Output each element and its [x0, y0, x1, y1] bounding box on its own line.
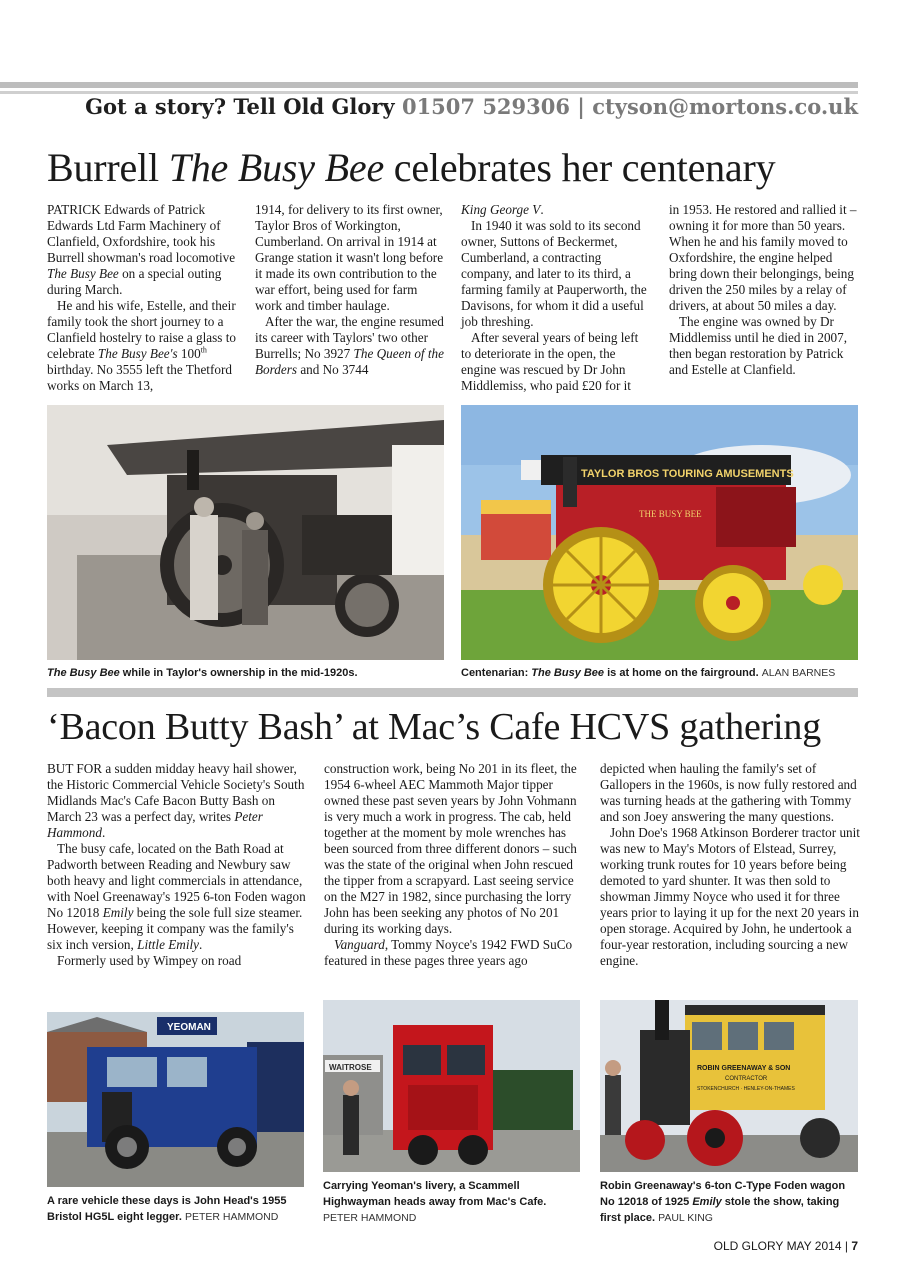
photo-credit: ALAN BARNES [761, 667, 836, 679]
wagon-sign-2: CONTRACTOR [725, 1076, 768, 1082]
top-rule [0, 82, 858, 88]
magazine-name: OLD GLORY [713, 1239, 784, 1253]
paragraph: depicted when hauling the family's set of Gallopers in the 1960s, is now fully restored and was turning heads at the gathering with Tommy and son Joey answering the many questions. [600, 761, 857, 824]
photo-bristol-lorry [47, 1012, 304, 1187]
story2-column-3 [600, 761, 862, 969]
story1-column-1 [47, 202, 237, 394]
paragraph: Formerly used by Wimpey on road [57, 953, 242, 968]
busy-bee-1920s-image [47, 405, 444, 660]
strap-lead: Got a story? Tell Old Glory [85, 94, 395, 119]
paragraph: After the war, the engine resumed its career with Taylors' two other Burrells; No 3927 The Queen of the Borders and No 3744 [255, 314, 445, 377]
shop-sign: WAITROSE [329, 1063, 372, 1072]
photo-credit: PAUL KING [658, 1212, 713, 1224]
caption-photo1: The Busy Bee while in Taylor's ownership in the mid-1920s. [47, 667, 358, 679]
engine-sign: TAYLOR BROS TOURING AMUSEMENTS [581, 468, 794, 480]
folio-divider: | [844, 1239, 848, 1253]
scammell-image [323, 1000, 580, 1172]
headline-part: celebrates her centenary [384, 145, 776, 190]
page-folio [714, 1239, 858, 1253]
story1-column-2 [255, 202, 445, 378]
paragraph: In 1940 it was sold to its second owner, Suttons of Beckermet, Cumberland, a contracting company, and later to its third, a farming family at Pauperworth, the Davisons, for whom it did a useful job threshing. [461, 218, 647, 329]
bristol-lorry-image [47, 1012, 304, 1187]
paragraph: After several years of being left to deteriorate in the open, the engine was rescued by Dr John Middlemiss, who paid £20 for it [461, 330, 639, 393]
headline-part: Burrell [47, 145, 169, 190]
page-number: 7 [851, 1239, 858, 1253]
paragraph: PATRICK Edwards of Patrick Edwards Ltd Farm Machinery of Clanfield, Oxfordshire, took his Burrell showman's road locomotive The Busy Bee on a special outing during March. [47, 202, 236, 297]
photo-busy-bee-fairground [461, 405, 858, 660]
caption-photo4: Carrying Yeoman's livery, a Scammell Highwayman heads away from Mac's Cafe. PETER HAMMOND [323, 1180, 547, 1224]
paragraph: King George V. [461, 202, 544, 217]
paragraph: John Doe's 1968 Atkinson Borderer tractor unit was new to May's Motors of Elstead, Surrey, working trunk routes for 10 years before being demoted to yard shunter. It was then sold to showman Jimmy Noyce who used it for three years prior to laying it up for the next 20 years in open storage. Acquired by John, he undertook a four-year restoration, including sourcing a new engine. [600, 825, 860, 968]
caption-photo3: A rare vehicle these days is John Head's 1955 Bristol HG5L eight legger. PETER HAMMOND [47, 1195, 287, 1223]
paragraph: Vanguard, Tommy Noyce's 1942 FWD SuCo featured in these pages three years ago [324, 937, 573, 968]
paragraph: in 1953. He restored and rallied it – owning it for more than 50 years. When he and his family moved to Oxfordshire, the engine helped bring down their belongings, being driven the 250 miles by a relay of drivers, at about 50 miles a day. [669, 202, 857, 313]
story2-headline: ‘Bacon Butty Bash’ at Mac’s Cafe HCVS gathering [47, 706, 822, 748]
paragraph: BUT FOR a sudden midday heavy hail shower, the Historic Commercial Vehicle Society's South Midlands Mac's Cafe Bacon Butty Bash on March 23 was a perfect day, writes Peter Hammond. [47, 761, 305, 840]
photo-scammell [323, 1000, 580, 1172]
foden-wagon-image [600, 1000, 858, 1172]
story2-column-2 [324, 761, 586, 969]
story1-column-3 [461, 202, 651, 394]
story1-headline [47, 144, 775, 191]
engine-nameplate: THE BUSY BEE [639, 509, 702, 519]
strap-contact: 01507 529306 | ctyson@mortons.co.uk [401, 94, 858, 119]
lorry-sign: YEOMAN [167, 1022, 211, 1033]
wagon-sign-3: STOKENCHURCH · HENLEY-ON-THAMES [697, 1086, 795, 1092]
caption-photo5: Robin Greenaway's 6-ton C-Type Foden wagon No 12018 of 1925 Emily stole the show, taking first place. PAUL KING [600, 1180, 846, 1224]
paragraph: The engine was owned by Dr Middlemiss until he died in 2007, then began restoration by Patrick and Estelle at Clanfield. [669, 314, 848, 377]
caption-photo2: Centenarian: The Busy Bee is at home on the fairground. ALAN BARNES [461, 667, 836, 679]
photo-busy-bee-1920s [47, 405, 444, 660]
photo-credit: PETER HAMMOND [323, 1212, 417, 1224]
paragraph: The busy cafe, located on the Bath Road at Padworth between Reading and Newbury saw both heavy and light commercials in attendance, with Noel Greenaway's 1925 6-ton Foden wagon No 12018 Emily being the sole full size steamer. However, keeping it company was the family's six inch version, Little Emily. [47, 841, 306, 952]
story1-column-4 [669, 202, 859, 378]
paragraph: 1914, for delivery to its first owner, Taylor Bros of Workington, Cumberland. On arrival in 1914 at Grange station it wasn't long before it made its own contribution to the war effort, being used for farm work and timber haulage. [255, 202, 444, 313]
section-divider [47, 688, 858, 697]
paragraph: He and his wife, Estelle, and their family took the short journey to a Clanfield hostelry to raise a glass to celebrate The Busy Bee's 100th birthday. No 3555 left the Thetford works on March 13, [47, 298, 236, 393]
photo-credit: PETER HAMMOND [184, 1211, 279, 1223]
contact-strap [85, 94, 858, 119]
issue-date: MAY 2014 [786, 1239, 842, 1253]
story2-column-1 [47, 761, 309, 969]
headline-italic: The Busy Bee [168, 145, 384, 190]
paragraph: construction work, being No 201 in its fleet, the 1954 6-wheel AEC Mammoth Major tipper owned these past seven years by John Vohmann is very much a work in progress. The cab, held together at the moment by mole wrenches has been sourced from three different donors – such was the state of the original when John rescued the tipper from a scrapyard. Last seeing service on the M27 in 1982, since purchasing the lorry John has been seeking any photos of No 201 during its working days. [324, 761, 577, 936]
photo-foden-wagon [600, 1000, 858, 1172]
busy-bee-fairground-image [461, 405, 858, 660]
wagon-sign-1: ROBIN GREENAWAY & SON [697, 1065, 791, 1072]
